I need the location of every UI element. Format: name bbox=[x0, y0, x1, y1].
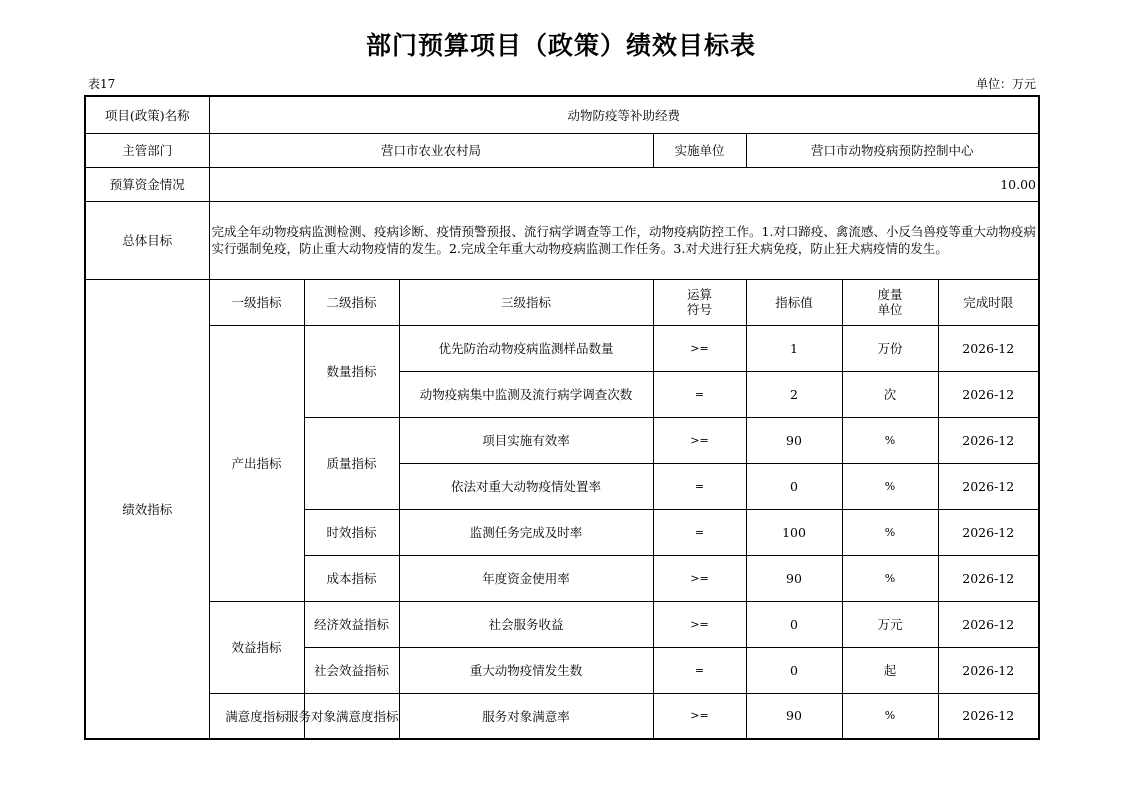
page-title: 部门预算项目（政策）绩效目标表 bbox=[365, 31, 756, 60]
header-level3: 三级指标 bbox=[399, 279, 653, 325]
indicator-unit: % bbox=[842, 693, 938, 739]
indicator-name: 年度资金使用率 bbox=[399, 555, 653, 601]
header-deadline: 完成时限 bbox=[938, 279, 1039, 325]
impl-value: 营口市动物疫病预防控制中心 bbox=[746, 133, 1039, 167]
indicator-deadline: 2026-12 bbox=[938, 555, 1039, 601]
header-level2: 二级指标 bbox=[304, 279, 399, 325]
header-operator bbox=[653, 279, 746, 325]
group-output: 产出指标 bbox=[209, 325, 304, 601]
indicator-deadline: 2026-12 bbox=[938, 417, 1039, 463]
indicator-value: 0 bbox=[746, 647, 842, 693]
indicator-name: 优先防治动物疫病监测样品数量 bbox=[399, 325, 653, 371]
indicator-unit: % bbox=[842, 463, 938, 509]
indicator-operator: = bbox=[653, 463, 746, 509]
perf-label: 绩效指标 bbox=[85, 279, 209, 739]
budget-value: 10.00 bbox=[209, 167, 1039, 201]
indicator-unit: 万元 bbox=[842, 601, 938, 647]
project-name-value: 动物防疫等补助经费 bbox=[209, 96, 1039, 133]
group-benefit: 效益指标 bbox=[209, 601, 304, 693]
indicator-deadline: 2026-12 bbox=[938, 509, 1039, 555]
goal-label: 总体目标 bbox=[85, 201, 209, 279]
impl-label: 实施单位 bbox=[653, 133, 746, 167]
indicator-header-row bbox=[85, 279, 1039, 325]
header-unit-line2: 单位 bbox=[877, 302, 903, 317]
header-level1: 一级指标 bbox=[209, 279, 304, 325]
table-row bbox=[85, 601, 1039, 647]
header-unit-line1: 度量 bbox=[877, 287, 903, 302]
unit-label: 单位：万元 bbox=[975, 77, 1036, 91]
indicator-value: 90 bbox=[746, 417, 842, 463]
header-operator-line1: 运算 bbox=[686, 287, 712, 302]
subgroup-quality: 质量指标 bbox=[304, 417, 399, 509]
subgroup-service-label: 服务对象满意度指标 bbox=[285, 708, 399, 724]
header-operator-line2: 符号 bbox=[686, 302, 712, 317]
department-row bbox=[85, 133, 1039, 167]
indicator-deadline: 2026-12 bbox=[938, 647, 1039, 693]
indicator-name: 监测任务完成及时率 bbox=[399, 509, 653, 555]
dept-label: 主管部门 bbox=[85, 133, 209, 167]
indicator-operator: >= bbox=[653, 417, 746, 463]
indicator-operator: >= bbox=[653, 555, 746, 601]
subgroup-economic: 经济效益指标 bbox=[304, 601, 399, 647]
indicator-name: 重大动物疫情发生数 bbox=[399, 647, 653, 693]
indicator-value: 90 bbox=[746, 693, 842, 739]
performance-target-table bbox=[84, 95, 1040, 740]
indicator-operator: = bbox=[653, 509, 746, 555]
indicator-name: 社会服务收益 bbox=[399, 601, 653, 647]
subgroup-quantity: 数量指标 bbox=[304, 325, 399, 417]
indicator-deadline: 2026-12 bbox=[938, 601, 1039, 647]
subgroup-service bbox=[285, 693, 399, 739]
table-row bbox=[85, 325, 1039, 371]
project-name-row bbox=[85, 96, 1039, 133]
indicator-name: 动物疫病集中监测及流行病学调查次数 bbox=[399, 371, 653, 417]
indicator-deadline: 2026-12 bbox=[938, 371, 1039, 417]
table-row bbox=[85, 693, 1039, 739]
subgroup-social: 社会效益指标 bbox=[304, 647, 399, 693]
overall-goal-row bbox=[85, 201, 1039, 279]
indicator-operator: = bbox=[653, 647, 746, 693]
indicator-unit: 万份 bbox=[842, 325, 938, 371]
subgroup-cost: 成本指标 bbox=[304, 555, 399, 601]
dept-value: 营口市农业农村局 bbox=[209, 133, 653, 167]
header-unit bbox=[842, 279, 938, 325]
group-satisfaction: 满意度指标 bbox=[209, 693, 304, 739]
indicator-unit: 起 bbox=[842, 647, 938, 693]
table-number: 表17 bbox=[88, 77, 116, 91]
budget-label: 预算资金情况 bbox=[85, 167, 209, 201]
indicator-unit: % bbox=[842, 509, 938, 555]
indicator-unit: 次 bbox=[842, 371, 938, 417]
indicator-operator: >= bbox=[653, 601, 746, 647]
indicator-operator: >= bbox=[653, 325, 746, 371]
indicator-deadline: 2026-12 bbox=[938, 693, 1039, 739]
indicator-value: 0 bbox=[746, 601, 842, 647]
indicator-unit: % bbox=[842, 555, 938, 601]
indicator-name: 服务对象满意率 bbox=[399, 693, 653, 739]
indicator-name: 项目实施有效率 bbox=[399, 417, 653, 463]
indicator-value: 1 bbox=[746, 325, 842, 371]
indicator-value: 2 bbox=[746, 371, 842, 417]
budget-row bbox=[85, 167, 1039, 201]
indicator-deadline: 2026-12 bbox=[938, 463, 1039, 509]
indicator-operator: = bbox=[653, 371, 746, 417]
indicator-operator: >= bbox=[653, 693, 746, 739]
indicator-deadline: 2026-12 bbox=[938, 325, 1039, 371]
subgroup-timeliness: 时效指标 bbox=[304, 509, 399, 555]
indicator-unit: % bbox=[842, 417, 938, 463]
header-value: 指标值 bbox=[746, 279, 842, 325]
indicator-name: 依法对重大动物疫情处置率 bbox=[399, 463, 653, 509]
indicator-value: 90 bbox=[746, 555, 842, 601]
indicator-value: 100 bbox=[746, 509, 842, 555]
project-name-label: 项目(政策)名称 bbox=[85, 96, 209, 133]
indicator-value: 0 bbox=[746, 463, 842, 509]
goal-value: 完成全年动物疫病监测检测、疫病诊断、疫情预警预报、流行病学调查等工作，动物疫病防控工作。1.对口蹄疫、禽流感、小反刍兽疫等重大动物疫病实行强制免疫，防止重大动物疫情的发生。2.完成全年重大动物疫病监测工作任务。3.对犬进行狂犬病免疫，防止狂犬病疫情的发生。 bbox=[209, 201, 1039, 279]
